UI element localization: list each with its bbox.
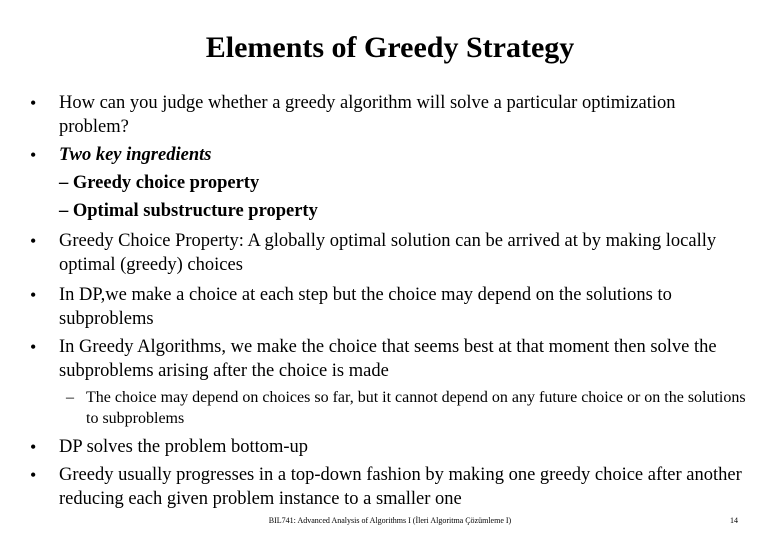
bullet-marker: • <box>30 465 37 485</box>
bullet-text: How can you judge whether a greedy algorithm will solve a particular optimization problem? <box>59 93 676 137</box>
bullet-marker: • <box>30 145 37 165</box>
bullet-text: Two key ingredients <box>59 145 212 165</box>
bullet-text: In DP,we make a choice at each step but the choice may depend on the solutions to subproblems <box>59 285 672 329</box>
bullet-marker: • <box>30 231 37 251</box>
bullet-text: In Greedy Algorithms, we make the choice that seems best at that moment then solve the subproblems arising after the choice is made <box>59 337 717 381</box>
bullet-marker: • <box>30 437 37 457</box>
bullet-marker: • <box>30 285 37 305</box>
ingredient-item: – Optimal substructure property <box>59 201 318 221</box>
page-number: 14 <box>730 516 738 525</box>
slide-title: Elements of Greedy Strategy <box>205 31 575 64</box>
ingredient-item: – Greedy choice property <box>59 173 260 193</box>
bullet-marker: • <box>30 337 37 357</box>
bullet-marker: • <box>30 93 37 113</box>
bullet-text: Greedy Choice Property: A globally optimal solution can be arrived at by making locally optimal (greedy) choices <box>59 231 717 275</box>
sub-note-text: The choice may depend on choices so far, but it cannot depend on any future choice or on the solutions to subproblems <box>86 389 746 427</box>
sub-note-marker: – <box>66 389 74 406</box>
bullet-text: Greedy usually progresses in a top-down fashion by making one greedy choice after another reducing each given problem instance to a smaller one <box>59 465 742 509</box>
slide-footer: BIL741: Advanced Analysis of Algorithms I (İleri Algoritma Çözümleme I) <box>268 516 512 525</box>
bullet-text: DP solves the problem bottom-up <box>59 437 309 457</box>
